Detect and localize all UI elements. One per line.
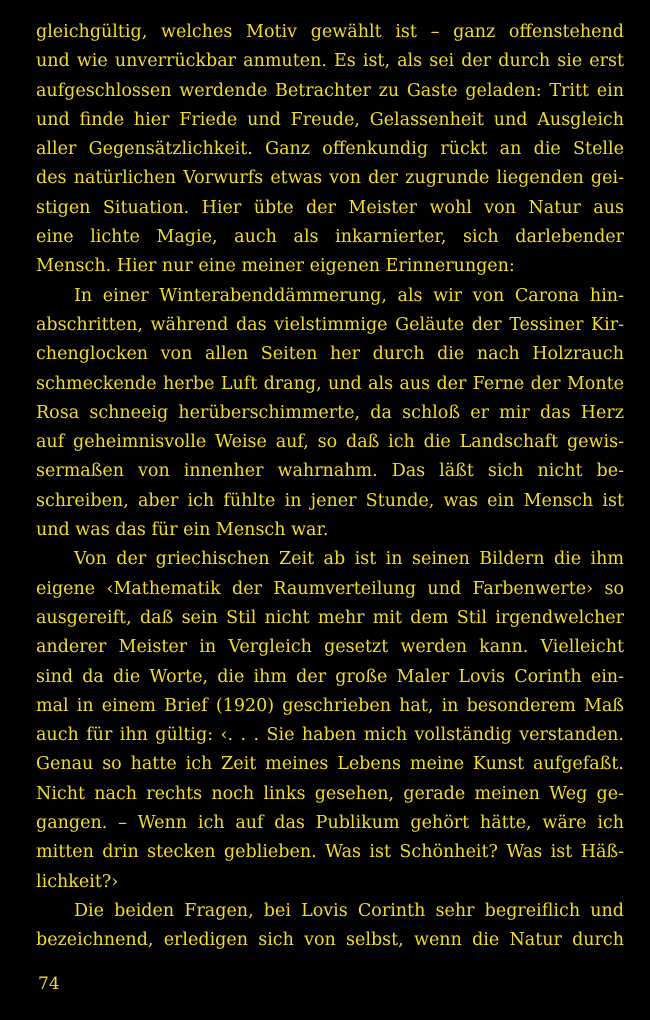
text-line: sermaßen von innenher wahrnahm. Das läßt sich nicht be- xyxy=(36,461,624,482)
paragraph xyxy=(36,18,624,282)
page-number: 74 xyxy=(38,974,60,994)
text-line: aller Gegensätzlichkeit. Ganz offenkundig rückt an die Stelle xyxy=(36,139,624,160)
paragraph xyxy=(36,545,624,897)
text-line: und wie unverrückbar anmuten. Es ist, als sei der durch sie erst xyxy=(36,51,624,72)
text-line: bezeichnend, erledigen sich von selbst, wenn die Natur durch xyxy=(36,930,624,951)
text-line: und was das für ein Mensch war. xyxy=(36,520,329,541)
text-line: chenglocken von allen Seiten her durch die nach Holzrauch xyxy=(36,344,624,365)
text-line: des natürlichen Vorwurfs etwas von der zugrunde liegenden gei- xyxy=(36,168,624,189)
text-line: stigen Situation. Hier übte der Meister wohl von Natur aus xyxy=(36,197,624,218)
text-line: auch für ihn gültig: ‹. . . Sie haben mich vollständig verstanden. xyxy=(36,725,624,746)
text-line: gleichgültig, welches Motiv gewählt ist – ganz offenstehend xyxy=(36,22,624,42)
text-line: mal in einem Brief (1920) geschrieben hat, in besonderem Maß xyxy=(36,695,624,716)
text-line: Mensch. Hier nur eine meiner eigenen Erinnerungen: xyxy=(36,256,515,277)
text-line: eigene ‹Mathematik der Raumverteilung und Farbenwerte› so xyxy=(36,578,624,599)
text-line: eine lichte Magie, auch als inkarnierter, sich darlebender xyxy=(36,227,624,248)
text-line: aufgeschlossen werdende Betrachter zu Gaste geladen: Tritt ein xyxy=(36,80,624,101)
text-line: auf geheimnisvolle Weise auf, so daß ich die Landschaft gewis- xyxy=(36,432,624,453)
text-line: Von der griechischen Zeit ab ist in seinen Bildern die ihm xyxy=(74,549,624,570)
text-line: Rosa schneeig herüberschimmerte, da schloß er mir das Herz xyxy=(36,402,624,423)
body-text xyxy=(36,18,624,956)
text-line: abschritten, während das vielstimmige Geläute der Tessiner Kir- xyxy=(36,314,624,335)
text-line: Nicht nach rechts noch links gesehen, gerade meinen Weg ge- xyxy=(36,783,624,804)
paragraph xyxy=(36,897,624,956)
text-line: sind da die Worte, die ihm der große Maler Lovis Corinth ein- xyxy=(36,666,624,687)
text-line: gangen. – Wenn ich auf das Publikum gehört hätte, wäre ich xyxy=(36,813,624,834)
text-line: Genau so hatte ich Zeit meines Lebens meine Kunst aufgefaßt. xyxy=(36,754,624,775)
text-line: und finde hier Friede und Freude, Gelassenheit und Ausgleich xyxy=(36,109,624,130)
text-line: ausgereift, daß sein Stil nicht mehr mit dem Stil irgendwelcher xyxy=(36,607,624,628)
text-line: schmeckende herbe Luft drang, und als aus der Ferne der Monte xyxy=(36,373,624,394)
paragraph xyxy=(36,282,624,546)
text-line: anderer Meister in Vergleich gesetzt werden kann. Vielleicht xyxy=(36,637,624,658)
text-line: In einer Winterabenddämmerung, als wir von Carona hin- xyxy=(74,285,624,306)
text-line: Die beiden Fragen, bei Lovis Corinth sehr begreiflich und xyxy=(74,900,624,921)
text-line: mitten drin stecken geblieben. Was ist Schönheit? Was ist Häß- xyxy=(36,842,624,863)
text-line: lichkeit?› xyxy=(36,871,119,892)
text-line: schreiben, aber ich fühlte in jener Stunde, was ein Mensch ist xyxy=(36,490,624,511)
